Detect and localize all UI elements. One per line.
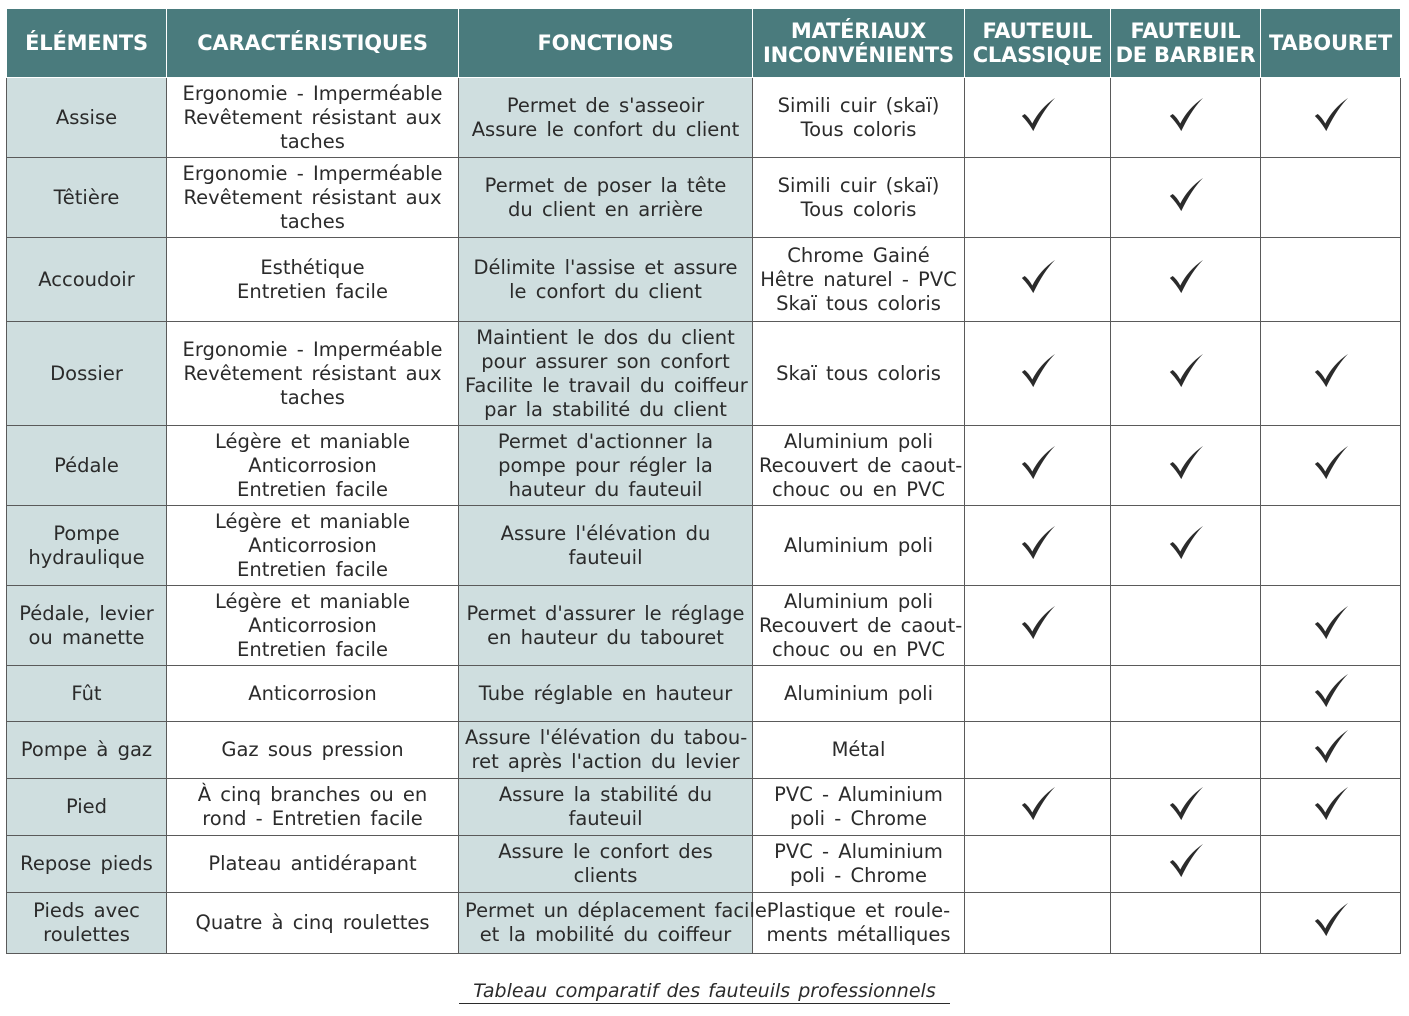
fauteuil-classique-cell xyxy=(965,158,1111,238)
fauteuil-barbier-cell xyxy=(1111,78,1261,158)
cell-text-line: Anticorrosion xyxy=(248,453,377,477)
cell-text-line: Tous coloris xyxy=(800,117,917,141)
table-row xyxy=(7,836,1401,893)
fauteuil-barbier-cell xyxy=(1111,322,1261,426)
element-cell xyxy=(7,893,167,954)
cell-text-line: Entretien facile xyxy=(237,279,388,303)
cell-text-line: Permet un déplacement facile xyxy=(465,899,767,922)
fonctions-cell xyxy=(459,322,753,426)
caracteristiques-cell xyxy=(167,426,459,506)
fonctions-cell xyxy=(459,506,753,586)
cell-text-line: Ergonomie - Imperméable xyxy=(182,81,443,105)
cell-text-line: FAUTEUIL xyxy=(1130,19,1241,43)
header-row xyxy=(7,9,1401,78)
check-icon xyxy=(1312,901,1350,939)
cell-text-line: Têtière xyxy=(53,185,120,209)
cell-text-line: Tube réglable en hauteur xyxy=(478,681,733,705)
tabouret-cell xyxy=(1261,779,1401,836)
comparison-table-wrapper xyxy=(6,8,1400,954)
header-caracteristiques xyxy=(167,9,459,78)
check-icon xyxy=(1312,604,1350,642)
fauteuil-classique-cell xyxy=(965,893,1111,954)
table-row xyxy=(7,893,1401,954)
cell-text-line: ret après l'action du levier xyxy=(471,750,740,773)
cell-text-line: Repose pieds xyxy=(20,852,153,875)
element-cell xyxy=(7,666,167,722)
cell-text-line: Pied xyxy=(65,795,108,818)
cell-text-line: Anticorrosion xyxy=(248,533,377,557)
cell-text-line: Simili cuir (skaï) xyxy=(777,173,940,197)
cell-text-line: Revêtement résistant aux xyxy=(183,361,442,385)
fauteuil-barbier-cell xyxy=(1111,426,1261,506)
cell-text-line: Anticorrosion xyxy=(248,613,377,637)
cell-text-line: Quatre à cinq roulettes xyxy=(195,911,430,934)
tabouret-cell xyxy=(1261,666,1401,722)
fauteuil-classique-cell xyxy=(965,238,1111,322)
check-icon xyxy=(1019,352,1057,390)
cell-text-line: par la stabilité du client xyxy=(484,397,727,421)
cell-text-line: poli - Chrome xyxy=(789,807,928,830)
cell-text-line: en hauteur du tabouret xyxy=(487,625,724,649)
caracteristiques-cell xyxy=(167,78,459,158)
cell-text-line: Simili cuir (skaï) xyxy=(777,93,940,117)
table-row xyxy=(7,722,1401,779)
cell-text-line: Tous coloris xyxy=(800,197,917,221)
caracteristiques-cell xyxy=(167,836,459,893)
materiaux-cell xyxy=(753,78,965,158)
check-icon xyxy=(1167,524,1205,562)
fonctions-cell xyxy=(459,836,753,893)
table-row xyxy=(7,779,1401,836)
caracteristiques-cell xyxy=(167,506,459,586)
table-row xyxy=(7,78,1401,158)
table-row xyxy=(7,238,1401,322)
caracteristiques-cell xyxy=(167,586,459,666)
caption-text: Tableau comparatif des fauteuils professionnels xyxy=(459,980,949,1004)
check-icon xyxy=(1019,444,1057,482)
cell-text-line: DE BARBIER xyxy=(1115,43,1256,67)
element-cell xyxy=(7,238,167,322)
header-tabouret xyxy=(1261,9,1401,78)
check-icon xyxy=(1167,444,1205,482)
element-cell xyxy=(7,586,167,666)
cell-text-line: ÉLÉMENTS xyxy=(25,31,148,55)
cell-text-line: Pédale xyxy=(54,453,119,477)
fauteuil-classique-cell xyxy=(965,322,1111,426)
cell-text-line: Assure le confort du client xyxy=(471,117,740,141)
table-row xyxy=(7,586,1401,666)
table-row xyxy=(7,322,1401,426)
element-cell xyxy=(7,779,167,836)
cell-text-line: Permet de poser la tête xyxy=(484,173,727,197)
cell-text-line: Gaz sous pression xyxy=(221,738,404,761)
check-icon xyxy=(1167,352,1205,390)
header-materiaux xyxy=(753,9,965,78)
fauteuil-classique-cell xyxy=(965,779,1111,836)
fauteuil-barbier-cell xyxy=(1111,722,1261,779)
cell-text-line: Assure la stabilité du xyxy=(498,783,713,806)
materiaux-cell xyxy=(753,836,965,893)
element-cell xyxy=(7,722,167,779)
cell-text-line: ments métalliques xyxy=(766,923,951,946)
check-icon xyxy=(1019,785,1057,823)
cell-text-line: Aluminium poli xyxy=(783,589,933,613)
fonctions-cell xyxy=(459,158,753,238)
materiaux-cell xyxy=(753,779,965,836)
cell-text-line: et la mobilité du coiffeur xyxy=(479,923,732,946)
caracteristiques-cell xyxy=(167,322,459,426)
element-cell xyxy=(7,836,167,893)
cell-text-line: Entretien facile xyxy=(237,637,388,661)
fauteuil-barbier-cell xyxy=(1111,586,1261,666)
check-icon xyxy=(1167,176,1205,214)
materiaux-cell xyxy=(753,722,965,779)
tabouret-cell xyxy=(1261,426,1401,506)
cell-text-line: Maintient le dos du client xyxy=(476,325,735,349)
cell-text-line: Légère et maniable xyxy=(215,509,410,533)
fauteuil-barbier-cell xyxy=(1111,666,1261,722)
cell-text-line: Recouvert de caout- xyxy=(759,613,963,637)
check-icon xyxy=(1312,352,1350,390)
fonctions-cell xyxy=(459,893,767,954)
cell-text-line: CLASSIQUE xyxy=(972,43,1103,67)
fonctions-cell xyxy=(459,586,753,666)
tabouret-cell xyxy=(1261,322,1401,426)
fauteuil-classique-cell xyxy=(965,78,1111,158)
cell-text-line: Entretien facile xyxy=(237,557,388,581)
cell-text-line: poli - Chrome xyxy=(789,864,928,887)
cell-text-line: rond - Entretien facile xyxy=(202,807,423,830)
caracteristiques-cell xyxy=(167,238,459,322)
caracteristiques-cell xyxy=(167,158,459,238)
check-icon xyxy=(1019,258,1057,296)
element-cell xyxy=(7,322,167,426)
materiaux-cell xyxy=(753,506,965,586)
check-icon xyxy=(1167,258,1205,296)
table-caption xyxy=(0,980,1409,1004)
cell-text-line: Chrome Gainé xyxy=(787,243,930,267)
cell-text-line: fauteuil xyxy=(568,807,643,830)
tabouret-cell xyxy=(1261,722,1401,779)
cell-text-line: taches xyxy=(280,209,345,233)
cell-text-line: Skaï tous coloris xyxy=(776,361,941,385)
check-icon xyxy=(1312,96,1350,134)
element-cell xyxy=(7,158,167,238)
fauteuil-classique-cell xyxy=(965,722,1111,779)
cell-text-line: TABOURET xyxy=(1268,31,1393,55)
cell-text-line: Ergonomie - Imperméable xyxy=(182,161,443,185)
cell-text-line: chouc ou en PVC xyxy=(771,477,946,501)
cell-text-line: MATÉRIAUX xyxy=(790,19,927,43)
element-cell xyxy=(7,426,167,506)
cell-text-line: pompe pour régler la xyxy=(498,453,713,477)
cell-text-line: le confort du client xyxy=(509,279,702,303)
tabouret-cell xyxy=(1261,158,1401,238)
cell-text-line: hydraulique xyxy=(28,545,145,569)
fonctions-cell xyxy=(459,722,753,779)
table-row xyxy=(7,426,1401,506)
fauteuil-barbier-cell xyxy=(1111,836,1261,893)
cell-text-line: Revêtement résistant aux xyxy=(183,105,442,129)
cell-text-line: Pompe xyxy=(53,521,120,545)
cell-text-line: À cinq branches ou en xyxy=(197,783,428,806)
cell-text-line: Aluminium poli xyxy=(783,533,933,557)
caracteristiques-cell xyxy=(167,722,459,779)
check-icon xyxy=(1312,672,1350,710)
cell-text-line: Légère et maniable xyxy=(215,589,410,613)
fonctions-cell xyxy=(459,78,753,158)
cell-text-line: Plastique et roule- xyxy=(766,899,951,922)
fauteuil-barbier-cell xyxy=(1111,506,1261,586)
cell-text-line: Recouvert de caout- xyxy=(759,453,963,477)
cell-text-line: taches xyxy=(280,129,345,153)
materiaux-cell xyxy=(753,666,965,722)
cell-text-line: Dossier xyxy=(50,361,123,385)
check-icon xyxy=(1167,785,1205,823)
materiaux-cell xyxy=(753,238,965,322)
fonctions-cell xyxy=(459,426,753,506)
cell-text-line: Ergonomie - Imperméable xyxy=(182,337,443,361)
cell-text-line: Métal xyxy=(831,738,886,761)
fauteuil-classique-cell xyxy=(965,836,1111,893)
cell-text-line: Entretien facile xyxy=(237,477,388,501)
caracteristiques-cell xyxy=(167,779,459,836)
cell-text-line: Anticorrosion xyxy=(248,681,377,705)
cell-text-line: fauteuil xyxy=(568,545,643,569)
cell-text-line: Délimite l'assise et assure xyxy=(473,255,738,279)
cell-text-line: Facilite le travail du coiffeur xyxy=(465,373,748,397)
header-fonctions xyxy=(459,9,753,78)
caracteristiques-cell xyxy=(167,893,459,954)
check-icon xyxy=(1312,444,1350,482)
cell-text-line: Assise xyxy=(55,105,118,129)
cell-text-line: CARACTÉRISTIQUES xyxy=(197,31,428,55)
fonctions-cell xyxy=(459,666,753,722)
cell-text-line: Fût xyxy=(71,681,102,705)
table-row xyxy=(7,506,1401,586)
fauteuil-classique-cell xyxy=(965,426,1111,506)
cell-text-line: ou manette xyxy=(28,625,145,649)
table-row xyxy=(7,158,1401,238)
materiaux-cell xyxy=(753,322,965,426)
fauteuil-barbier-cell xyxy=(1111,238,1261,322)
tabouret-cell xyxy=(1261,836,1401,893)
fonctions-cell xyxy=(459,779,753,836)
fauteuil-classique-cell xyxy=(965,586,1111,666)
materiaux-cell xyxy=(753,158,965,238)
element-cell xyxy=(7,78,167,158)
cell-text-line: Pédale, levier xyxy=(19,601,154,625)
fauteuil-classique-cell xyxy=(965,666,1111,722)
check-icon xyxy=(1167,96,1205,134)
check-icon xyxy=(1019,604,1057,642)
cell-text-line: PVC - Aluminium xyxy=(774,783,943,806)
cell-text-line: pour assurer son confort xyxy=(481,349,730,373)
check-icon xyxy=(1019,524,1057,562)
cell-text-line: Permet d'assurer le réglage xyxy=(466,601,745,625)
tabouret-cell xyxy=(1261,506,1401,586)
fauteuil-barbier-cell xyxy=(1111,893,1261,954)
cell-text-line: Accoudoir xyxy=(38,267,135,291)
cell-text-line: Pompe à gaz xyxy=(20,738,153,761)
cell-text-line: hauteur du fauteuil xyxy=(508,477,703,501)
fauteuil-barbier-cell xyxy=(1111,158,1261,238)
materiaux-cell xyxy=(753,586,965,666)
cell-text-line: Assure l'élévation du xyxy=(500,521,711,545)
materiaux-cell xyxy=(753,893,965,954)
cell-text-line: Aluminium poli xyxy=(783,681,933,705)
cell-text-line: Revêtement résistant aux xyxy=(183,185,442,209)
cell-text-line: Permet de s'asseoir xyxy=(506,93,705,117)
check-icon xyxy=(1019,96,1057,134)
tabouret-cell xyxy=(1261,893,1401,954)
cell-text-line: Permet d'actionner la xyxy=(497,429,714,453)
table-body xyxy=(7,78,1401,954)
cell-text-line: clients xyxy=(573,864,638,887)
cell-text-line: Assure le confort des xyxy=(498,840,713,863)
check-icon xyxy=(1167,842,1205,880)
check-icon xyxy=(1312,785,1350,823)
check-icon xyxy=(1312,728,1350,766)
cell-text-line: taches xyxy=(280,385,345,409)
fauteuil-classique-cell xyxy=(965,506,1111,586)
tabouret-cell xyxy=(1261,586,1401,666)
cell-text-line: chouc ou en PVC xyxy=(771,637,946,661)
tabouret-cell xyxy=(1261,78,1401,158)
fonctions-cell xyxy=(459,238,753,322)
cell-text-line: Assure l'élévation du tabou- xyxy=(465,726,748,749)
header-fauteuil-classique xyxy=(965,9,1111,78)
cell-text-line: Plateau antidérapant xyxy=(208,852,417,875)
cell-text-line: PVC - Aluminium xyxy=(774,840,943,863)
comparison-table xyxy=(6,8,1401,954)
cell-text-line: FAUTEUIL xyxy=(982,19,1093,43)
table-header xyxy=(7,9,1401,78)
table-row xyxy=(7,666,1401,722)
element-cell xyxy=(7,506,167,586)
caracteristiques-cell xyxy=(167,666,459,722)
cell-text-line: roulettes xyxy=(43,923,130,946)
cell-text-line: Aluminium poli xyxy=(783,429,933,453)
cell-text-line: INCONVÉNIENTS xyxy=(763,43,954,67)
fauteuil-barbier-cell xyxy=(1111,779,1261,836)
cell-text-line: du client en arrière xyxy=(508,197,703,221)
cell-text-line: FONCTIONS xyxy=(537,31,674,55)
cell-text-line: Pieds avec xyxy=(33,899,140,922)
cell-text-line: Hêtre naturel - PVC xyxy=(760,267,957,291)
cell-text-line: Esthétique xyxy=(260,255,365,279)
header-fauteuil-barbier xyxy=(1111,9,1261,78)
cell-text-line: Légère et maniable xyxy=(215,429,410,453)
tabouret-cell xyxy=(1261,238,1401,322)
materiaux-cell xyxy=(753,426,965,506)
header-elements xyxy=(7,9,167,78)
cell-text-line: Skaï tous coloris xyxy=(776,291,941,315)
